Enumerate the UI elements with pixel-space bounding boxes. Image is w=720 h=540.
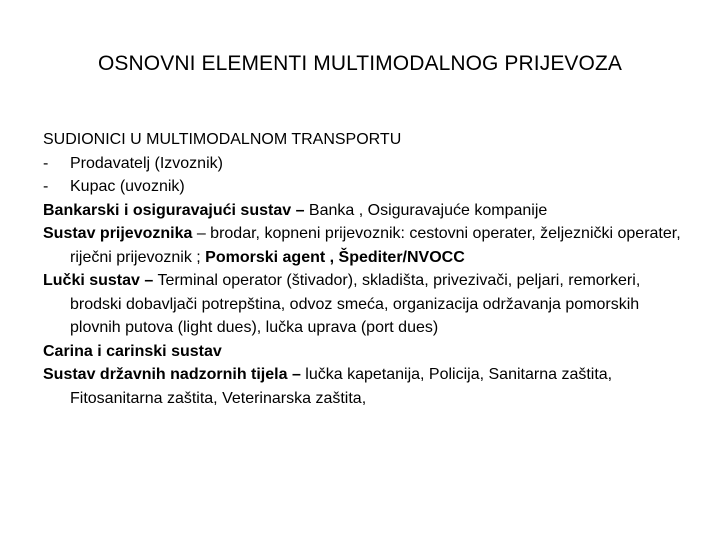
list-item-seller [43,152,693,176]
paragraph-state [43,363,693,410]
banking-label: Bankarski i osiguravajući sustav – [43,201,305,219]
state-label: Sustav državnih nadzornih tijela – [43,366,301,383]
slide-content [43,128,693,410]
port-label: Lučki sustav – [43,272,154,289]
dash-bullet: - [43,178,49,195]
list-item-text: Kupac (uvoznik) [70,178,185,195]
slide-title: OSNOVNI ELEMENTI MULTIMODALNOG PRIJEVOZA [97,52,623,75]
paragraph-banking [43,199,693,223]
paragraph-customs [43,340,693,364]
port-text: Terminal operator (štivador), skladišta, privezivači, peljari, remorkeri, brodski dobavljači potrepština, odvoz smeća, organizacija održavanja pomorskih plovnih putova (light dues), lučka uprava (port dues) [70,272,641,336]
paragraph-port [43,269,693,340]
carriers-label-2: Pomorski agent , Špediter/NVOCC [205,248,465,266]
paragraph-carriers [43,222,693,269]
carriers-label: Sustav prijevoznika [43,225,193,242]
list-item-buyer [43,175,693,199]
customs-label: Carina i carinski sustav [43,342,222,360]
dash-bullet: - [43,154,49,172]
carriers-text: – brodar, kopneni prijevoznik: cestovni operater, željeznički operater, riječni prijevoznik ; [70,225,681,266]
state-text: lučka kapetanija, Policija, Sanitarna zaštita, Fitosanitarna zaštita, Veterinarska zaštita, [70,366,613,407]
section-heading: SUDIONICI U MULTIMODALNOM TRANSPORTU [43,131,402,148]
banking-text: Banka , Osiguravajuće kompanije [304,201,548,219]
list-item-text: Prodavatelj (Izvoznik) [70,154,223,172]
